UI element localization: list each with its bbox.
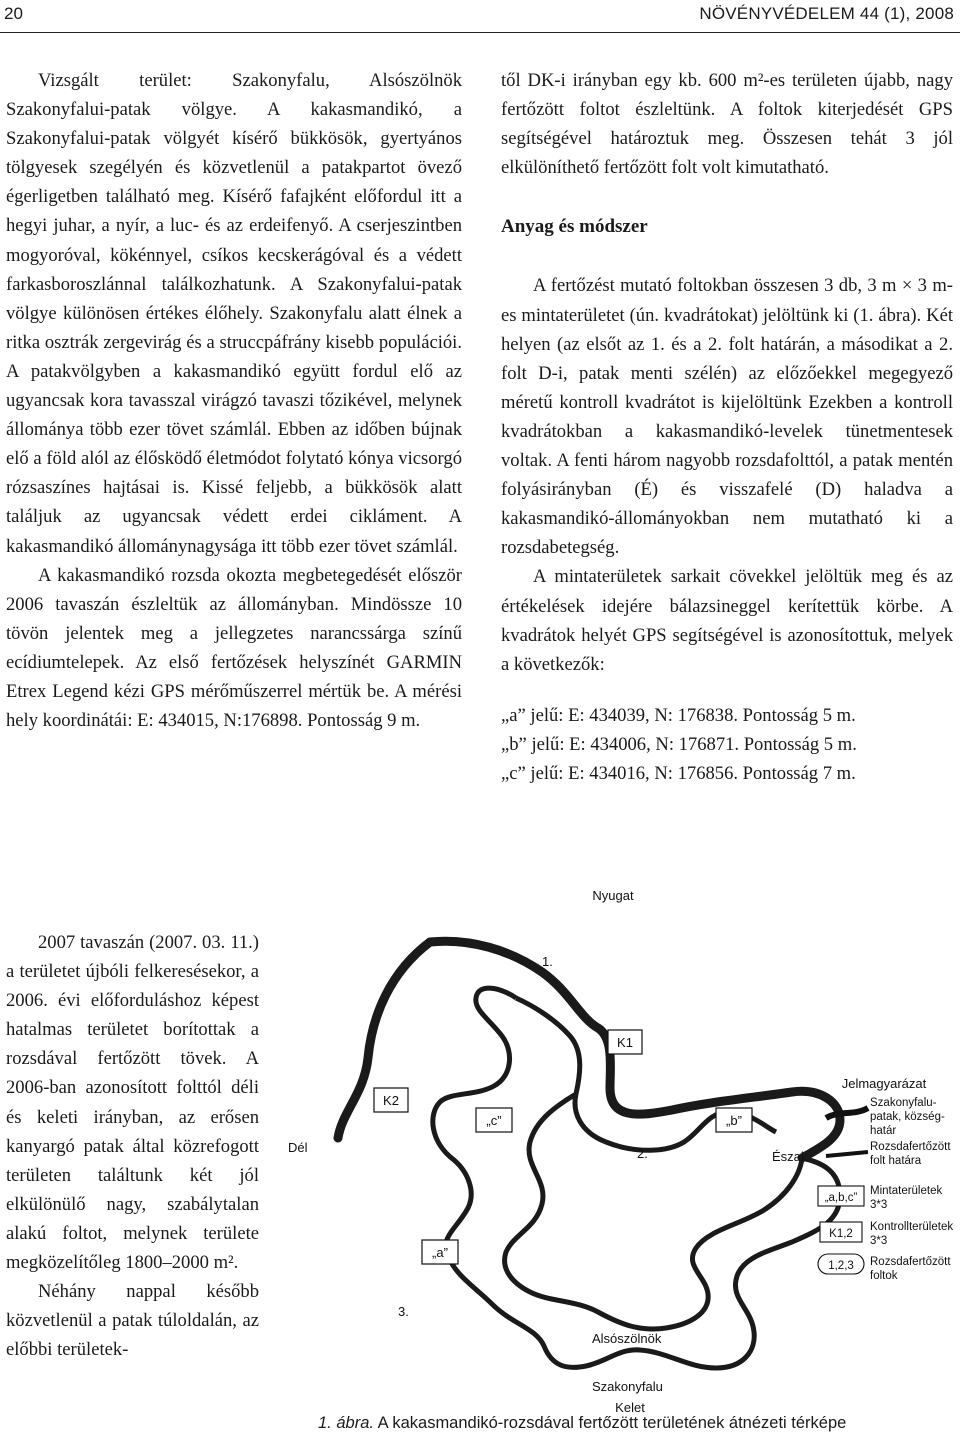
legend-sample-text-2: 3*3 (870, 1199, 888, 1211)
legend-control-box-text: K1,2 (829, 1228, 853, 1240)
header-rule (0, 32, 960, 33)
label-alsoszolnok: Alsószölnök (592, 1331, 662, 1346)
label-patch-1: 1. (542, 954, 553, 969)
legend-stream-swatch (826, 1108, 868, 1118)
figure-caption (318, 1414, 958, 1433)
journal-title: NÖVÉNYVÉDELEM 44 (1), 2008 (699, 4, 954, 23)
running-header (0, 0, 960, 40)
label-sample-a: „a” (432, 1245, 448, 1260)
patch-boundary-lower (505, 1094, 802, 1329)
label-k1: K1 (617, 1035, 633, 1050)
paragraph-methods: A fertőzést mutató foltokban összesen 3 db, 3 m × 3 m-es mintaterületet (ún. kvadrátokat) jelöltünk ki (1. ábra). Két helyen (az elsőt az 1. és a 2. folt határán, a másodikat a 2. folt D-i, patak menti szélén) az előzőekkel megegyező méretű kontroll kvadrátot is kijelöltünk Ezekben a kontroll kvadrátokban a kakasmandikó-levelek tünetmentesek voltak. A fenti három nagyobb rozsdafolttól, a patak mentén folyásirányban (É) és visszafelé (D) haladva a kakasmandikó-állományokban nem mutatható ki a rozsdabetegség. (501, 275, 953, 559)
coord-a: „a” jelű: E: 434039, N: 176838. Pontosság 5 m. (501, 704, 856, 726)
caption-text: A kakasmandikó-rozsdával fertőzött területének átnézeti térképe (377, 1414, 847, 1432)
paragraph-study-area: Vizsgált terület: Szakonyfalu, Alsószölnök Szakonyfalui-patak völgye. A kakasmandikó, a Szakonyfalui-patak völgyét kísérő bükkösök, gyertyános tölgyesek szegélyén és közvetlenül a patakpartot övező égerligetben található meg. Kísérő fafajként előfordul itt a hegyi juhar, a nyír, a luc- és az erdeifenyő. A cserjeszintben mogyoróval, kökénnyel, csíkos kecskerágóval és a védett farkasboroszlánnal találkozhatunk. A Szakonyfalui-patak völgye különösen értékes élőhely. Szakonyfalu alatt élnek a ritka osztrák zergevirág és a struccpáfrány kisebb populációi. A patakvölgyben a kakasmandikó együtt fordul elő az ugyancsak kora tavasszal virágzó tavaszi tőzikével, melynek állománya több ezer tövet számlál. Ebben az időben bújnak elő a föld alól az élősködő életmódot folytató kónya vicsorgó rózsaszínes hajtásai is. Kissé feljebb, a bükkösök alatt találjuk az ugyancsak védett erdei cikláment. A kakasmandikó állománynagysága itt több ezer tövet számlál. (6, 70, 462, 557)
legend-patch-text-2: foltok (870, 1270, 898, 1282)
label-east: Kelet (615, 1400, 645, 1415)
right-column (501, 66, 953, 788)
legend-stream-text-3: határ (870, 1125, 897, 1137)
section-heading: Anyag és módszer (501, 216, 648, 238)
page-number: 20 (4, 4, 23, 23)
legend-patch-text-1: Rozsdafertőzött (870, 1256, 951, 1268)
legend-stream-text-2: patak, község- (870, 1111, 945, 1123)
label-k2: K2 (383, 1093, 399, 1108)
paragraph-continuation: től DK-i irányban egy kb. 600 m²-es területen újabb, nagy fertőzött foltot észleltünk. A foltok kiterjedését GPS segítségével határoztuk meg. Összesen tehát 3 jól elkülöníthető fertőzött folt volt kimutatható. (501, 70, 953, 179)
label-south: Dél (288, 1140, 308, 1155)
legend-stream-text-1: Szakonyfalu- (870, 1097, 937, 1109)
label-patch-2: 2. (637, 1146, 648, 1161)
coord-b: „b” jelű: E: 434006, N: 176871. Pontosság 5 m. (501, 733, 857, 755)
coord-c: „c” jelű: E: 434016, N: 176856. Pontosság 7 m. (501, 762, 856, 784)
label-sample-c: „c” (486, 1113, 502, 1128)
left-column (6, 66, 462, 735)
label-west: Nyugat (592, 888, 634, 903)
label-szakonyfalu: Szakonyfalu (592, 1379, 663, 1394)
legend-control-text-2: 3*3 (870, 1235, 888, 1247)
legend-sample-box-text: „a,b,c” (824, 1192, 858, 1204)
legend-patch-box-text: 1,2,3 (828, 1260, 854, 1272)
legend-border-text-1: Rozsdafertőzött (870, 1141, 951, 1153)
legend-border-swatch (826, 1152, 868, 1156)
legend-title: Jelmagyarázat (841, 1076, 927, 1091)
label-patch-3: 3. (398, 1304, 409, 1319)
legend-border-text-2: folt határa (870, 1155, 922, 1167)
legend-sample-text-1: Mintaterületek (870, 1185, 943, 1197)
figure-map (280, 880, 960, 1428)
paragraph-2007-survey: 2007 tavaszán (2007. 03. 11.) a területet újbóli felkeresésekor, a 2006. évi előforduláshoz képest hatalmas területet borítottak a rozsdával fertőzött tövek. A 2006-ban azonosított folttól déli és keleti irányban, az erősen kanyargó patak által közrefogott területen találtunk két jól elkülönülő nagy, szabálytalan alakú foltot, melynek területe megközelítőleg 1800–2000 m². (6, 932, 259, 1274)
paragraph-first-observation: A kakasmandikó rozsda okozta megbetegedését először 2006 tavaszán észleltük az állományban. Mindössze 10 tövön jelentek meg a jellegzetes narancssárga színű ecídiumtelepek. Az első fertőzések helyszínét GARMIN Etrex Legend kézi GPS mérőműszerrel mértük be. A mérési hely koordinátái: E: 434015, N:176898. Pontosság 9 m. (6, 564, 462, 732)
label-sample-b: „b” (726, 1113, 742, 1128)
paragraph-marking: A mintaterületek sarkait cövekkel jelöltük meg és az értékelések idejére bálazsineggel kerítettük körbe. A kvadrátok helyét GPS segítségével is azonosítottuk, melyek a következők: (501, 566, 953, 675)
caption-label: 1. ábra. (318, 1414, 374, 1432)
map-svg (280, 880, 960, 1428)
paragraph-few-days-later: Néhány nappal később közvetlenül a patak túloldalán, az előbbi területek- (6, 1281, 259, 1361)
legend-control-text-1: Kontrollterületek (870, 1221, 954, 1233)
left-column-narrow (6, 928, 259, 1364)
spacer (501, 679, 953, 701)
label-north: Észak (772, 1149, 808, 1164)
